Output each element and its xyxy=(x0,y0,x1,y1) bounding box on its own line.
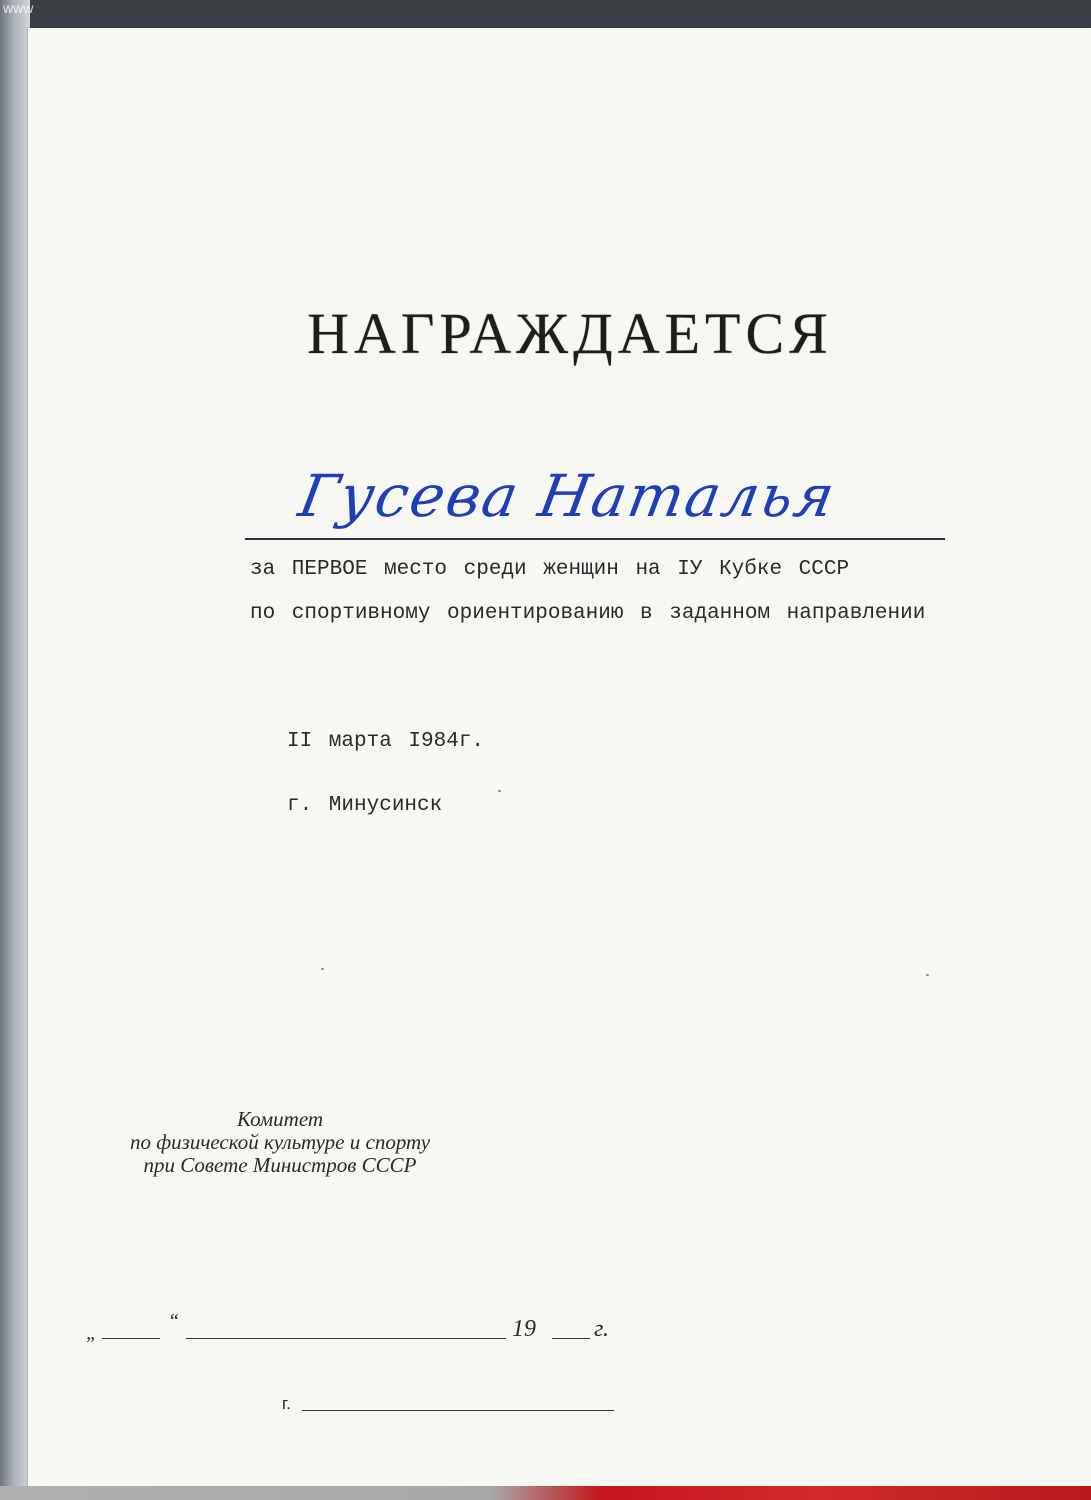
paper-speck xyxy=(321,968,324,970)
certificate-heading: НАГРАЖДАЕТСЯ xyxy=(307,301,833,366)
day-blank-line xyxy=(102,1338,160,1339)
scanner-edge xyxy=(0,0,30,1500)
paper-speck xyxy=(498,790,501,792)
award-date: II марта I984г. xyxy=(287,730,485,753)
corner-watermark: www xyxy=(3,0,34,16)
month-blank-line xyxy=(186,1338,506,1339)
organization-line-3: при Совете Министров СССР xyxy=(143,1153,417,1177)
organization-line-1: Комитет xyxy=(236,1107,324,1131)
underlying-page-edge xyxy=(0,1486,1091,1500)
year-suffix: г. xyxy=(594,1316,610,1342)
open-quote: „ xyxy=(86,1322,98,1344)
year-blank-line xyxy=(552,1338,590,1339)
award-city: г. Минусинск xyxy=(287,794,443,817)
award-text-line-2: по спортивному ориентированию в заданном направлении xyxy=(250,602,926,625)
paper-speck xyxy=(926,974,929,976)
city-prefix: г. xyxy=(282,1394,291,1413)
signature-date-form xyxy=(80,1310,640,1350)
certificate-sheet xyxy=(28,28,1091,1488)
recipient-name-handwritten: Гусева Наталья xyxy=(294,462,842,530)
city-blank-line xyxy=(302,1410,614,1411)
year-prefix: 19 xyxy=(512,1316,536,1342)
organization-block xyxy=(80,1108,480,1177)
name-underline xyxy=(245,538,945,540)
award-text-line-1: за ПЕРВОЕ место среди женщин на IУ Кубке СССР xyxy=(250,558,850,581)
signature-city-form xyxy=(280,1392,620,1422)
organization-line-2: по физической культуре и спорту xyxy=(129,1130,431,1154)
close-quote: “ xyxy=(168,1310,180,1332)
